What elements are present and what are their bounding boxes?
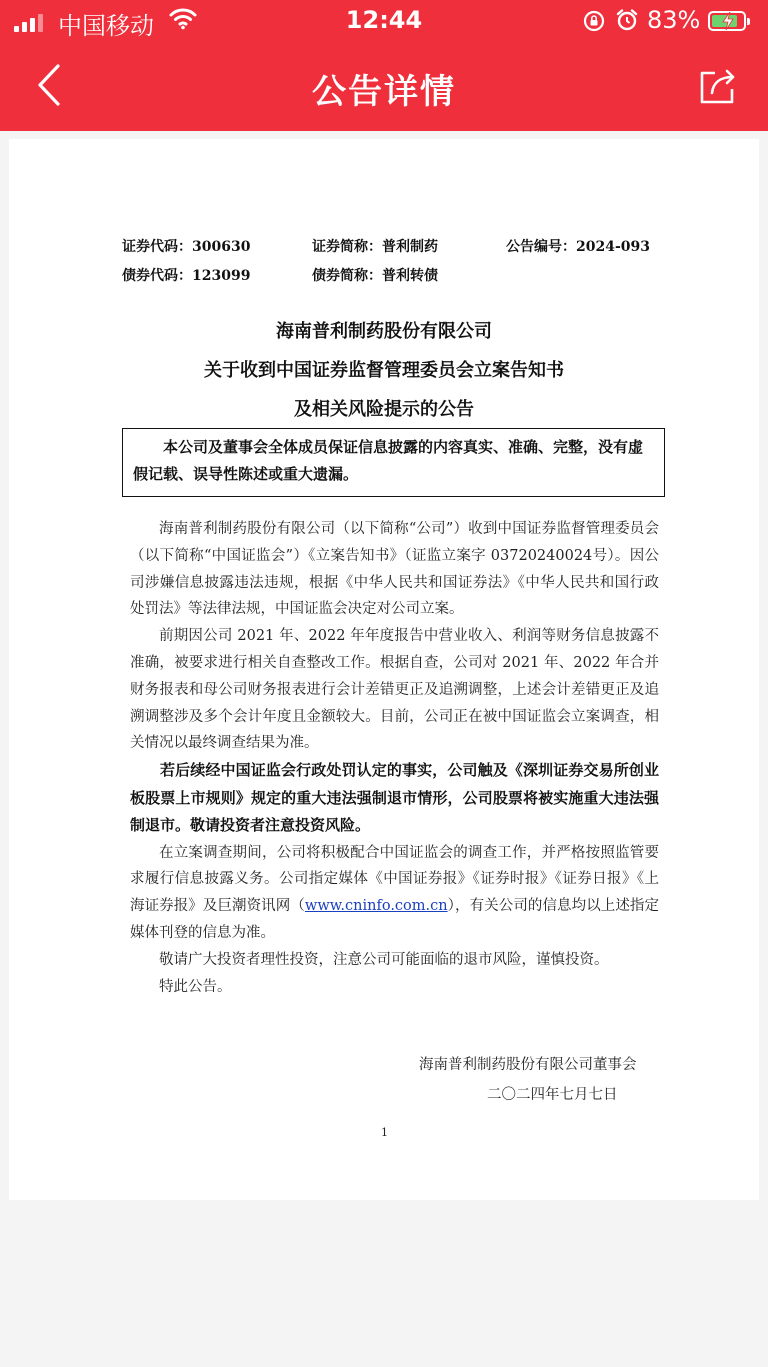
- doc-title-line-2: 关于收到中国证券监督管理委员会立案告知书: [204, 360, 564, 381]
- paragraph-6: 特此公告。: [159, 978, 232, 995]
- media-text: 在立案调查期间，公司将积极配合中国证监会的调查工作，并严格按照监管要求履行信息披露义务。公司指定媒体《中国证券报》《证券时报》《证券日报》《上海证券报》及巨潮资讯网（: [130, 844, 659, 915]
- bond-short-name: 债券简称：普利转债: [312, 268, 438, 284]
- status-bar: [0, 0, 768, 44]
- rotation-lock-icon: [583, 10, 605, 32]
- app-header: [0, 0, 768, 131]
- page-title: 公告详情: [312, 72, 456, 112]
- paragraph-1: 海南普利制药股份有限公司（以下简称“公司”）收到中国证券监督管理委员会（以下简称“中国证监会”）《立案告知书》（证监立案字 03720240024号）。因公司涉嫌信息披露违法违规，根据《中华人民共和国证券法》《中华人民共和国行政处罚法》等法律法规，中国证监会决定对公司立案。: [130, 521, 659, 618]
- bond-code: 债券代码：123099: [122, 268, 251, 284]
- nav-bar: [0, 44, 768, 131]
- battery-percent: 83%: [647, 6, 701, 34]
- share-icon: [698, 66, 738, 106]
- signature-date: 二〇二四年七月七日: [487, 1087, 618, 1103]
- signature: 海南普利制药股份有限公司董事会: [419, 1057, 637, 1073]
- battery-icon: [708, 11, 746, 31]
- doc-title-line-3: 及相关风险提示的公告: [294, 399, 474, 420]
- paragraph-4: [130, 840, 659, 947]
- alarm-icon: [615, 8, 639, 32]
- paragraph-2: 前期因公司 2021 年、2022 年年度报告中营业收入、利润等财务信息披露不准确，被要求进行相关自查整改工作。根据自查，公司对 2021 年、2022 年合并财务报表和母公司财务报表进行会计差错更正及追溯调整，上述会计差错更正及追溯调整涉及多个会计年度且金额较大。目前，公司正在被中国证监会立案调查，相关情况以最终调查结果为准。: [130, 628, 659, 752]
- cninfo-link[interactable]: www.cninfo.com.cn: [304, 898, 448, 915]
- stock-short-name: 证券简称：普利制药: [312, 239, 438, 255]
- status-time: 12:44: [345, 6, 423, 34]
- media-text-end: ），有关公司的信息均以上述指定媒体刊登的信息为准。: [130, 898, 660, 942]
- carrier-label: 中国移动: [58, 12, 154, 40]
- announcement-body: [130, 516, 659, 1000]
- share-button[interactable]: [698, 66, 738, 106]
- notice-number: 公告编号：2024-093: [506, 239, 650, 255]
- disclosure-notice: 本公司及董事会全体成员保证信息披露的内容真实、准确、完整，没有虚假记载、误导性陈述或重大遗漏。: [122, 428, 665, 497]
- page-number: 1: [381, 1126, 388, 1139]
- doc-title-line-1: 海南普利制药股份有限公司: [276, 321, 492, 342]
- risk-warning-paragraph: 若后续经中国证监会行政处罚认定的事实，公司触及《深圳证券交易所创业板股票上市规则》规定的重大违法强制退市情形，公司股票将被实施重大违法强制退市。敬请投资者注意投资风险。: [130, 761, 659, 835]
- stock-code: 证券代码：300630: [122, 239, 251, 255]
- paragraph-5: 敬请广大投资者理性投资，注意公司可能面临的退市风险，谨慎投资。: [159, 951, 609, 968]
- announcement-document: [9, 139, 759, 1200]
- charging-bolt-icon: [720, 11, 736, 31]
